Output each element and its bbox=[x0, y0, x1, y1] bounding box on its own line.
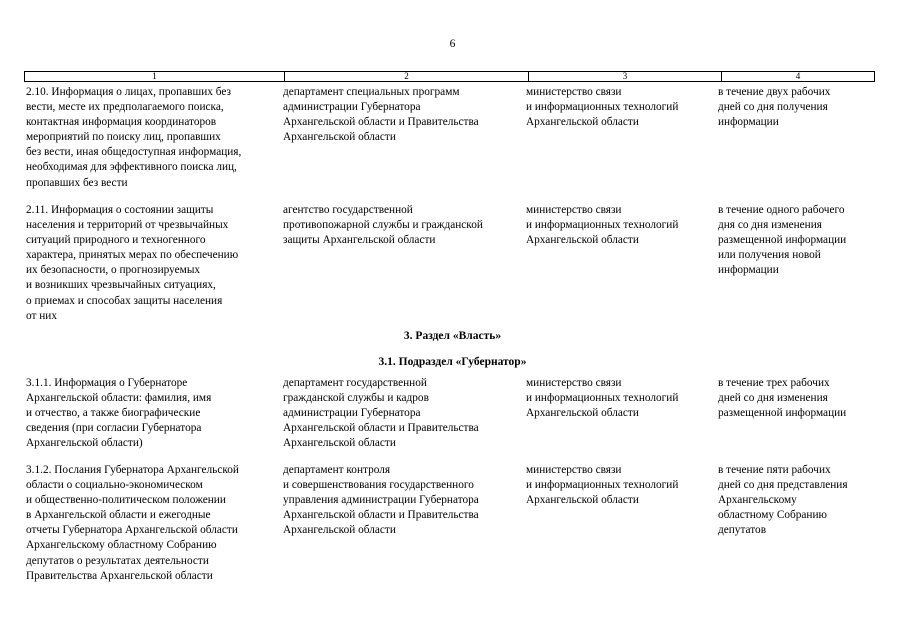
row-2-11-deadline: в течение одного рабочего дня со дня изменения размещенной информации или получения новой информации bbox=[718, 204, 847, 277]
row-2-11-publisher: министерство связи и информационных технологий Архангельской области bbox=[526, 204, 679, 247]
header-col-2: 2 bbox=[285, 72, 529, 81]
table-row bbox=[26, 85, 875, 191]
row-3-1-1-publisher: министерство связи и информационных технологий Архангельской области bbox=[526, 377, 679, 420]
row-3-1-2-publisher: министерство связи и информационных технологий Архангельской области bbox=[526, 464, 679, 507]
row-3-1-1-info: 3.1.1. Информация о Губернаторе Архангельской области: фамилия, имя и отчество, а также биографические сведения (при согласии Губернатора Архангельской области) bbox=[26, 377, 212, 450]
section-title: 3. Раздел «Власть» bbox=[403, 330, 502, 342]
row-3-1-1-responsible: департамент государственной гражданской службы и кадров администрации Губернатора Архангельской области и Правительства Архангельской области bbox=[283, 377, 479, 450]
row-3-1-1-deadline: в течение трех рабочих дней со дня изменения размещенной информации bbox=[718, 377, 847, 420]
row-2-11-responsible: агентство государственной противопожарной службы и гражданской защиты Архангельской области bbox=[283, 204, 483, 247]
header-col-1: 1 bbox=[25, 72, 285, 81]
row-3-1-2-deadline: в течение пяти рабочих дней со дня представления Архангельскому областному Собранию депутатов bbox=[718, 464, 848, 537]
header-col-3: 3 bbox=[529, 72, 722, 81]
row-2-10-info: 2.10. Информация о лицах, пропавших без вести, месте их предполагаемого поиска, контактная информация координаторов мероприятий по поиску лиц, пропавших без вести, иная общедоступная информация, необходимая для эффективного поиска лиц, пропавших без вести bbox=[26, 86, 242, 189]
row-2-11-info: 2.11. Информация о состоянии защиты населения и территорий от чрезвычайных ситуаций природного и техногенного характера, принятых мерах по обеспечению их безопасности, о прогнозируемых и возникших чрезвычайных ситуациях, о приемах и способах защиты населения от них bbox=[26, 204, 239, 322]
row-3-1-2-info: 3.1.2. Послания Губернатора Архангельской области о социально-экономическом и общественно-политическом положении в Архангельской области и ежегодные отчеты Губернатора Архангельской области Архангельскому областному Собранию депутатов о результатах деятельности Правительства Архангельской области bbox=[26, 464, 239, 582]
table-row bbox=[26, 463, 875, 584]
page-number: 6 bbox=[449, 38, 456, 50]
row-3-1-2-responsible: департамент контроля и совершенствования государственного управления администрации Губернатора Архангельской области и Правительства Архангельской области bbox=[283, 464, 479, 537]
row-2-10-deadline: в течение двух рабочих дней со дня получения информации bbox=[718, 86, 831, 129]
table-row bbox=[26, 376, 875, 451]
row-2-10-responsible: департамент специальных программ администрации Губернатора Архангельской области и Правительства Архангельской области bbox=[283, 86, 479, 144]
table-row bbox=[26, 203, 875, 324]
row-2-10-publisher: министерство связи и информационных технологий Архангельской области bbox=[526, 86, 679, 129]
subsection-title: 3.1. Подраздел «Губернатор» bbox=[378, 356, 527, 368]
header-col-4: 4 bbox=[795, 71, 801, 81]
table-header bbox=[24, 71, 875, 82]
